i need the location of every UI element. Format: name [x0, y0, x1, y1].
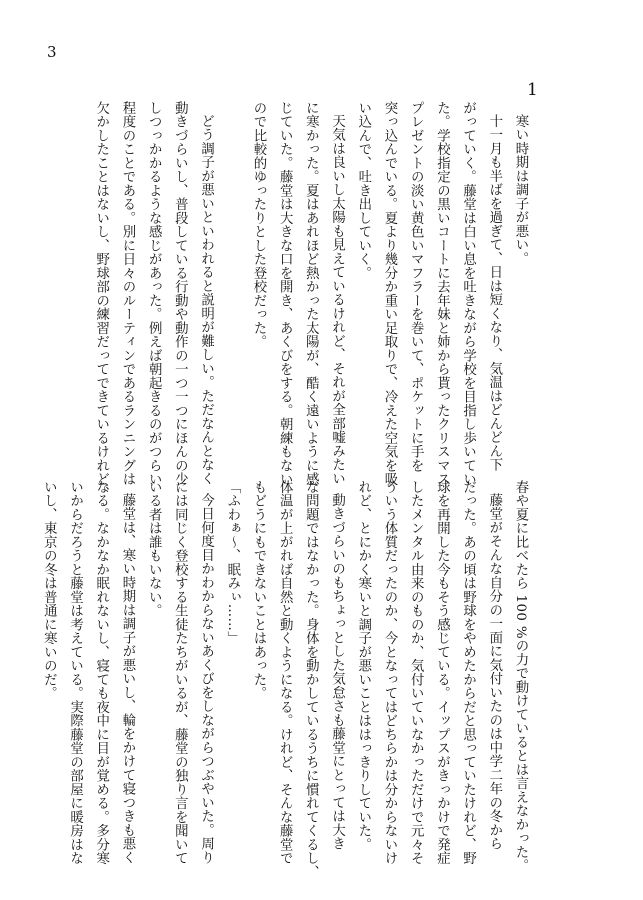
text-line: れど、とにかく寒いと調子が悪いことははっきりしていた。: [355, 480, 371, 852]
text-line: には同じく登校する生徒たちがいるが、藤堂の独り言を聞いて: [172, 480, 188, 865]
text-line: ので比較的ゆったりとした登校だった。: [250, 101, 266, 349]
text-line: 体温が上がれば自然と動くようになる。けれど、そんな藤堂で: [277, 480, 293, 865]
text-line: がっていく。藤堂は白い息を吐きながら学校を目指し歩いてい: [460, 101, 476, 486]
text-line: しつっかかるような感じがあった。例えば朝起きるのがつらい: [146, 101, 162, 486]
text-line: 寒い時期は調子が悪い。: [513, 114, 528, 266]
text-line: いからだろうと藤堂は考えている。実際藤堂の部屋に暖房はな: [67, 480, 83, 865]
text-line: た。学校指定の黒いコートに去年妹と姉から貰ったクリスマス: [434, 101, 450, 486]
text-line: 動きづらいのもちょっとした気怠さも藤堂にとっては大き: [329, 493, 345, 851]
text-column-top: [88, 101, 533, 500]
text-line: 程度のことである。別に日々のルーティンであるランニングは: [119, 101, 135, 486]
text-line: 欠かしたことはないし、野球部の練習だってできているけれど、: [93, 101, 109, 500]
text-line: 球を再開した今もそう感じている。イップスがきっかけで発症: [434, 480, 450, 865]
text-line: い込んで、吐き出していく。: [355, 101, 371, 280]
text-line: に寒かった。夏はあれほど熱かった太陽が、酷く遠いように感: [303, 101, 319, 486]
text-line: じていた。藤堂は大きな口を開き、あくびをする。朝練もない: [277, 101, 293, 486]
text-line: 動きづらいし、普段している行動や動作の一つ一つにほんの少: [172, 101, 188, 486]
text-line: したメンタル由来のものか、気付いていなかっただけで元々そ: [408, 480, 424, 865]
text-line: な問題ではなかった。身体を動かしているうちに慣れてくるし、: [303, 480, 319, 879]
text-line: 藤堂がそんな自分の一面に気付いたのは中学二年の冬から: [486, 493, 502, 851]
text-line: 十一月も半ばを過ぎて、日は短くなり、気温はどんどん下: [486, 114, 502, 472]
chapter-number: 1: [527, 80, 538, 100]
text-column-bottom: [35, 480, 533, 879]
text-line: どう調子が悪いといわれると説明が難しい。ただなんとなく: [198, 114, 214, 486]
text-line: [219, 101, 245, 456]
text-line: だった。あの頃は野球をやめたからだと思っていたけれど、野: [460, 480, 476, 865]
text-line: もどうにもできないことはあった。: [250, 480, 266, 700]
text-line: 突っ込んでいる。夏より幾分か重い足取りで、冷えた空気を吸: [381, 101, 397, 486]
text-line: いし、東京の冬は普通に寒いのだ。: [41, 480, 57, 700]
text-line: なる。なかなか眠れないし、寝ても夜中に目が覚める。多分寒: [93, 480, 109, 865]
text-line: 藤堂は、寒い時期は調子が悪いし、輪をかけて寝つきも悪く: [119, 493, 135, 865]
page-number: 3: [47, 43, 57, 61]
text-line: 春や夏に比べたら 100 %の力で動けているとは言えなかった。: [513, 480, 528, 873]
text-line: ういう体質だったのか、今となってはどちらかは分からないけ: [381, 480, 397, 865]
text-line: プレゼントの淡い黄色いマフラーを巻いて、ポケットに手を: [408, 101, 424, 473]
text-line: 「ふわぁ〜、眠みぃ……」: [224, 480, 240, 645]
text-line: 今日何度目かわからないあくびをしながらつぶやいた。周り: [198, 493, 214, 865]
text-line: いる者は誰もいない。: [146, 480, 162, 618]
text-line: 天気は良いし太陽も見えているけれど、それが全部嘘みたい: [329, 114, 345, 486]
